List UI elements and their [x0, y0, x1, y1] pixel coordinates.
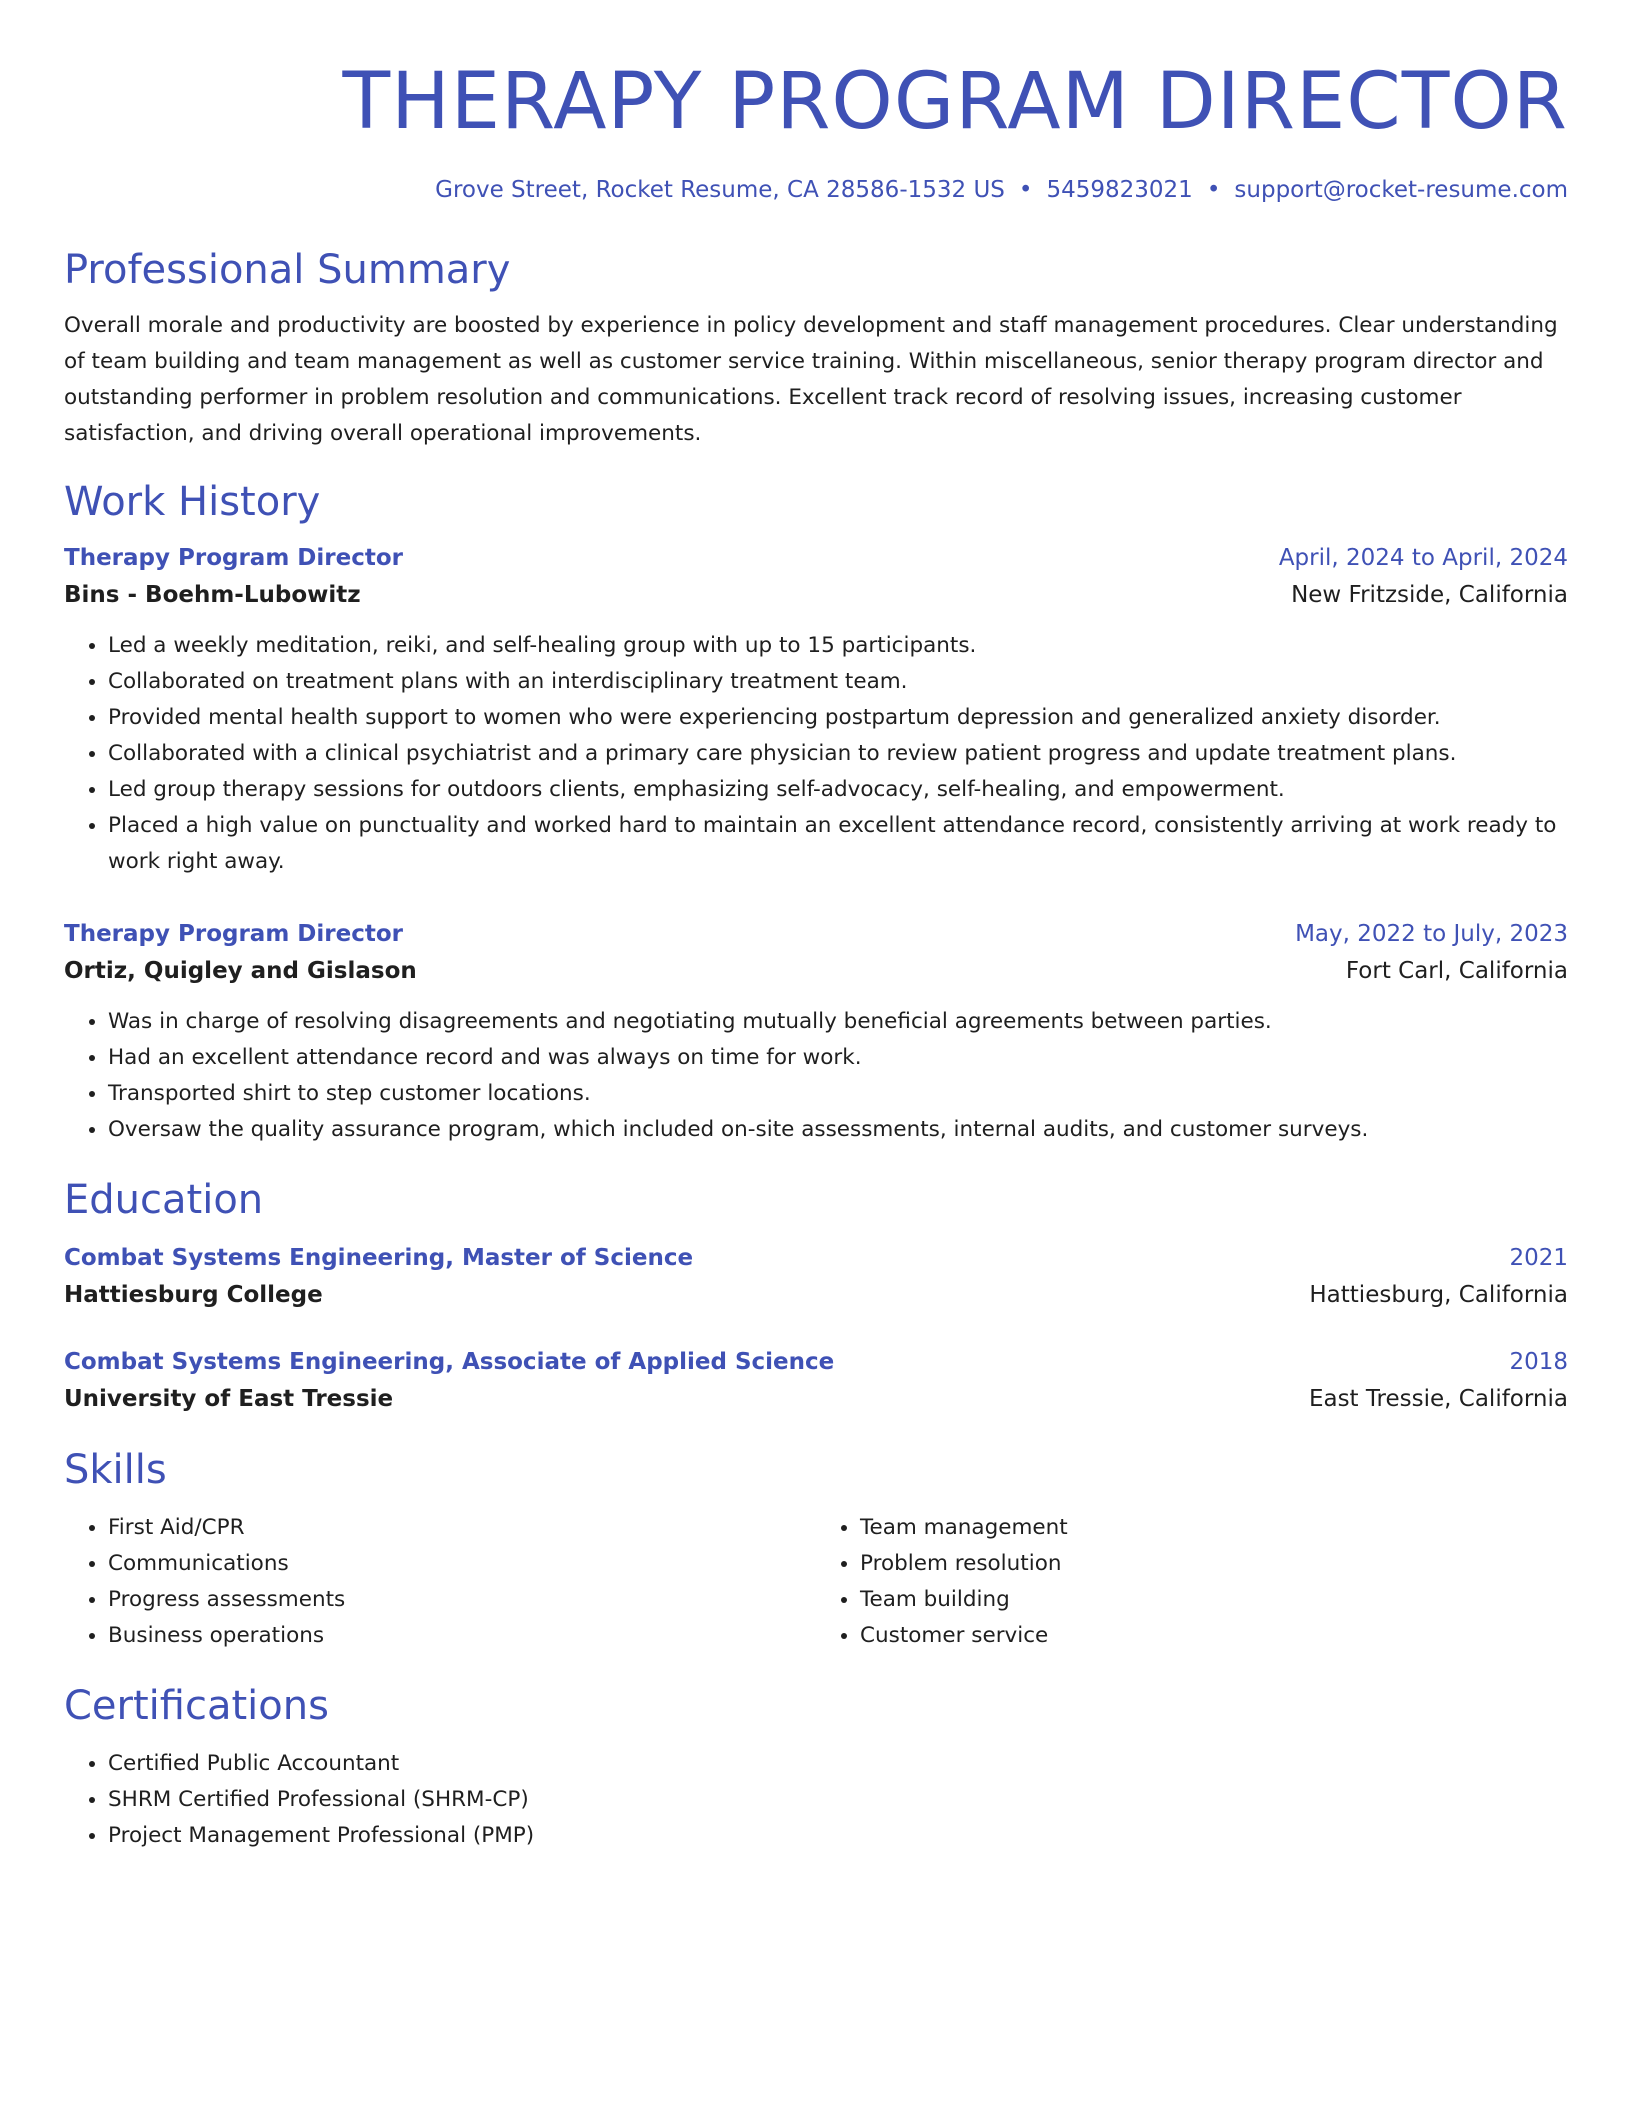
job-company: Bins - Boehm-Lubowitz: [64, 582, 361, 608]
education-entry: [64, 1240, 1568, 1314]
skill-item: • Team building: [860, 1582, 1568, 1618]
skill-item: • Communications: [108, 1546, 816, 1582]
job-location: New Fritzside, California: [1291, 582, 1568, 608]
summary-heading: Professional Summary: [64, 247, 511, 293]
job-dates: April, 2024 to April, 2024: [1278, 545, 1568, 571]
resume-name: THERAPY PROGRAM DIRECTOR: [342, 57, 1568, 147]
job-entry: [64, 916, 1568, 1148]
job-title-row: [64, 540, 1568, 576]
job-bullets: [64, 628, 1568, 880]
job-role: Therapy Program Director: [64, 921, 403, 947]
job-bullet: • Led a weekly meditation, reiki, and self-healing group with up to 15 participants.: [108, 628, 1568, 664]
job-title-row: [64, 916, 1568, 952]
education-year: 2021: [1509, 1245, 1568, 1271]
certifications-heading: Certifications: [64, 1683, 329, 1729]
skills-list-left: [64, 1510, 816, 1654]
skills-columns: [64, 1510, 1568, 1654]
job-entry: [64, 540, 1568, 880]
education-heading: Education: [64, 1177, 264, 1223]
education-year: 2018: [1509, 1349, 1568, 1375]
education-degree: Combat Systems Engineering, Associate of Applied Science: [64, 1349, 835, 1375]
education-school-row: [64, 1380, 1568, 1418]
contact-address: Grove Street, Rocket Resume, CA 28586-1532 US: [435, 177, 1005, 203]
job-location: Fort Carl, California: [1345, 958, 1568, 984]
job-bullet: • Collaborated on treatment plans with an interdisciplinary treatment team.: [108, 664, 1568, 700]
education-school: Hattiesburg College: [64, 1282, 323, 1308]
job-bullet: • Led group therapy sessions for outdoors clients, emphasizing self-advocacy, self-healing, and empowerment.: [108, 772, 1568, 808]
job-dates: May, 2022 to July, 2023: [1295, 921, 1568, 947]
work-history-heading: Work History: [64, 479, 321, 525]
certification-item: • Certified Public Accountant: [108, 1746, 1568, 1782]
summary-text: Overall morale and productivity are boosted by experience in policy development and staff management procedures. Clear understanding of team building and team management as well as customer service training. Within miscellaneous, senior therapy program director and outstanding performer in problem resolution and communications. Excellent track record of resolving issues, increasing customer satisfaction, and driving overall operational improvements.: [64, 313, 1558, 446]
contact-separator: •: [1206, 177, 1221, 203]
job-role: Therapy Program Director: [64, 545, 403, 571]
education-degree-row: [64, 1240, 1568, 1276]
skill-item: • Team management: [860, 1510, 1568, 1546]
skill-item: • Customer service: [860, 1618, 1568, 1654]
job-bullet: • Placed a high value on punctuality and worked hard to maintain an excellent attendance record, consistently arriving at work ready to work right away.: [108, 808, 1568, 880]
contact-phone: 5459823021: [1046, 177, 1193, 203]
job-company: Ortiz, Quigley and Gislason: [64, 958, 417, 984]
education-school: University of East Tressie: [64, 1386, 394, 1412]
resume-page: [64, 0, 1568, 1854]
job-company-row: [64, 952, 1568, 990]
education-degree-row: [64, 1344, 1568, 1380]
job-bullet: • Was in charge of resolving disagreements and negotiating mutually beneficial agreements between parties.: [108, 1004, 1568, 1040]
contact-separator: •: [1018, 177, 1033, 203]
skill-item: • Progress assessments: [108, 1582, 816, 1618]
job-bullet: • Provided mental health support to women who were experiencing postpartum depression and generalized anxiety disorder.: [108, 700, 1568, 736]
job-bullets: [64, 1004, 1568, 1148]
education-entry: [64, 1344, 1568, 1418]
job-bullet: • Transported shirt to step customer locations.: [108, 1076, 1568, 1112]
education-degree: Combat Systems Engineering, Master of Science: [64, 1245, 694, 1271]
job-bullet: • Oversaw the quality assurance program, which included on-site assessments, internal audits, and customer surveys.: [108, 1112, 1568, 1148]
contact-email: support@rocket-resume.com: [1234, 177, 1568, 203]
job-company-row: [64, 576, 1568, 614]
certifications-list: [64, 1746, 1568, 1854]
certification-item: • SHRM Certified Professional (SHRM-CP): [108, 1782, 1568, 1818]
job-bullet: • Had an excellent attendance record and was always on time for work.: [108, 1040, 1568, 1076]
education-location: East Tressie, California: [1308, 1386, 1568, 1412]
skill-item: • Business operations: [108, 1618, 816, 1654]
job-bullet: • Collaborated with a clinical psychiatrist and a primary care physician to review patient progress and update treatment plans.: [108, 736, 1568, 772]
skills-list-right: [816, 1510, 1568, 1654]
education-school-row: [64, 1276, 1568, 1314]
skill-item: • First Aid/CPR: [108, 1510, 816, 1546]
skill-item: • Problem resolution: [860, 1546, 1568, 1582]
skills-heading: Skills: [64, 1447, 167, 1493]
contact-line: [64, 174, 1568, 206]
education-location: Hattiesburg, California: [1309, 1282, 1568, 1308]
resume-header: [64, 0, 1568, 206]
certification-item: • Project Management Professional (PMP): [108, 1818, 1568, 1854]
